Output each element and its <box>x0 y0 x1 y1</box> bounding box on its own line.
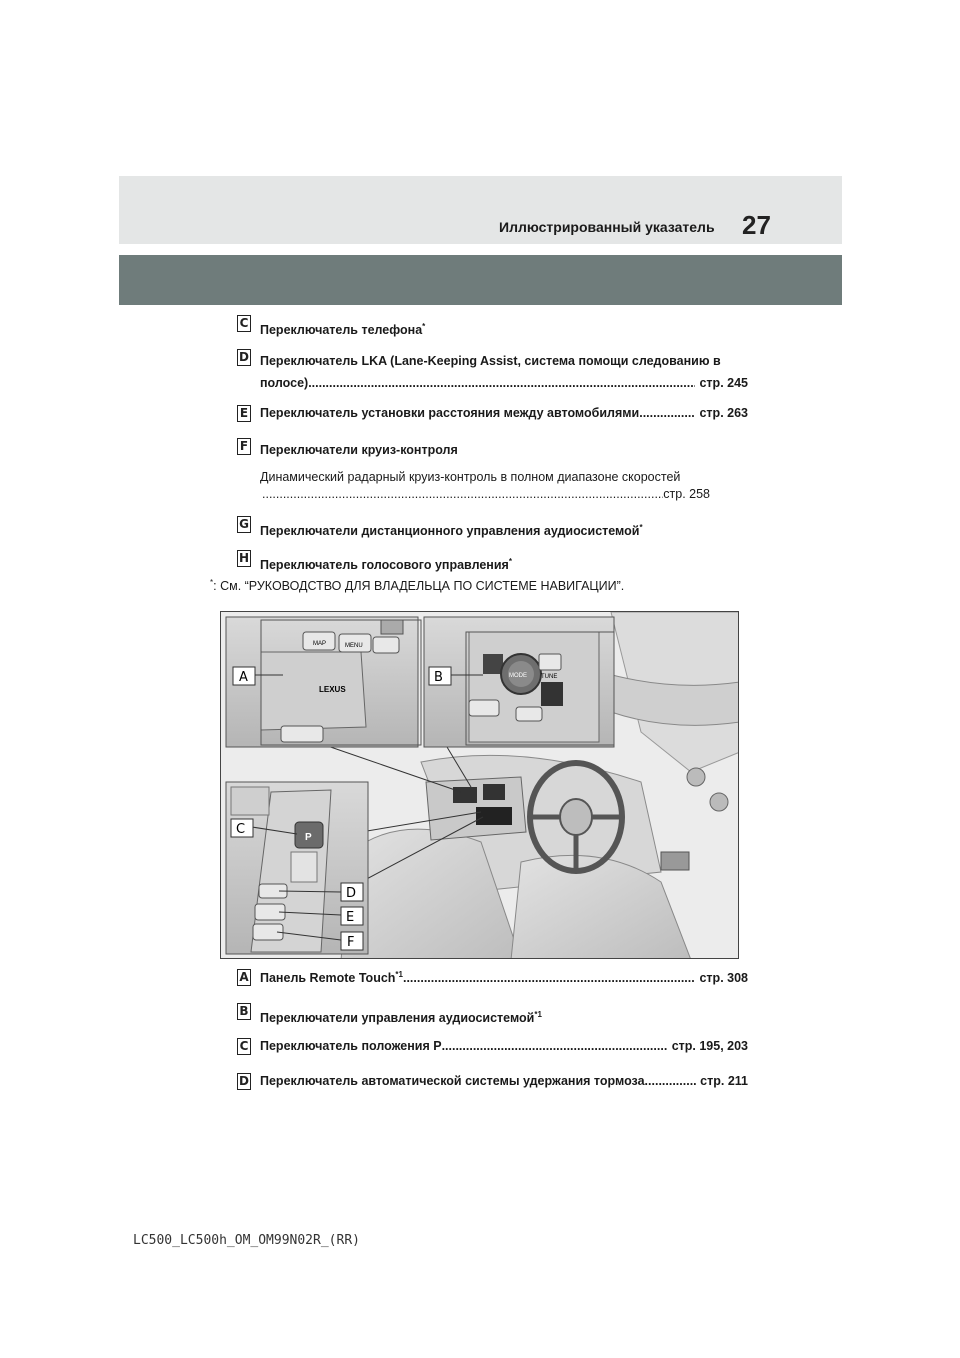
illustration-svg <box>221 612 739 959</box>
svg-text:D: D <box>346 886 357 901</box>
leader-dots <box>403 971 696 985</box>
footnote-mark: *1 <box>395 970 403 979</box>
footnote-mark: * <box>639 523 643 532</box>
item-label: Переключатели круиз-контроля <box>260 443 458 457</box>
badge: C <box>237 315 251 332</box>
item-label: Переключатели управления аудиосистемой <box>260 1011 535 1026</box>
page-ref[interactable]: стр. 258 <box>663 487 710 501</box>
section-banner <box>119 255 842 305</box>
page-ref[interactable]: стр. 195, 203 <box>671 1039 748 1053</box>
lexus-logo: LEXUS <box>319 685 346 694</box>
page-ref[interactable]: стр. 263 <box>699 406 748 420</box>
badge: D <box>237 349 251 366</box>
item-label: Переключатели дистанционного управления аудиосистемой <box>260 524 640 539</box>
svg-text:C: C <box>236 822 246 837</box>
inset-shift-console <box>226 782 368 954</box>
page-ref[interactable]: стр. 211 <box>700 1074 748 1088</box>
badge: A <box>237 969 251 986</box>
badge: D <box>237 1073 251 1090</box>
svg-text:A: A <box>239 670 248 685</box>
svg-text:E: E <box>346 910 355 925</box>
leader-dots <box>262 487 663 501</box>
badge: H <box>238 551 250 565</box>
footnote-text: : См. “РУКОВОДСТВО ДЛЯ ВЛАДЕЛЬЦА ПО СИСТЕМЕ НАВИГАЦИИ”. <box>213 579 625 594</box>
leader-dots <box>639 406 695 420</box>
page-ref[interactable]: стр. 245 <box>699 376 748 390</box>
footnote-mark: * <box>422 322 426 331</box>
footnote-mark: * <box>210 578 214 587</box>
inset-audio-controls <box>424 617 614 747</box>
badge: F <box>237 438 251 455</box>
badge: E <box>237 405 251 422</box>
item-label: Переключатель голосового управления <box>260 558 509 573</box>
item-label: Переключатель телефона <box>260 323 423 338</box>
svg-text:F: F <box>347 935 355 950</box>
header-band <box>119 176 842 244</box>
item-label: Переключатель положения P <box>260 1039 442 1053</box>
cruise-sub-text: Динамический радарный круиз-контроль в полном диапазоне скоростей <box>260 470 681 484</box>
badge: G <box>237 516 251 533</box>
leader-dots <box>645 1074 697 1088</box>
footnote <box>210 578 624 593</box>
item-label: Переключатель автоматической системы удержания тормоза <box>260 1074 645 1088</box>
map-label: MAP <box>313 641 327 647</box>
leader-dots <box>442 1039 668 1053</box>
page-number: 27 <box>742 210 771 240</box>
section-title: Иллюстрированный указатель <box>499 219 715 235</box>
tune-label: TUNE <box>541 674 558 680</box>
item-label: Панель Remote Touch <box>260 971 396 986</box>
leader-dots <box>308 376 695 390</box>
page-ref[interactable]: стр. 308 <box>699 971 748 986</box>
park-button-label: P <box>305 832 312 843</box>
item-label: Переключатель LKA (Lane-Keeping Assist, система помощи следованию в <box>260 354 721 368</box>
footnote-mark: * <box>508 557 512 566</box>
menu-label: MENU <box>345 643 363 649</box>
badge: B <box>237 1003 251 1020</box>
interior-illustration <box>220 611 739 959</box>
power-vol-label: MODE <box>509 673 527 679</box>
footnote-mark: *1 <box>534 1010 542 1019</box>
badge: C <box>237 1038 251 1055</box>
svg-text:B: B <box>434 670 443 685</box>
item-label: Переключатель установки расстояния между автомобилями <box>260 406 640 420</box>
document-code: LC500_LC500h_OM_OM99N02R_(RR) <box>133 1233 360 1248</box>
item-label-line2: полосе) <box>260 376 309 390</box>
